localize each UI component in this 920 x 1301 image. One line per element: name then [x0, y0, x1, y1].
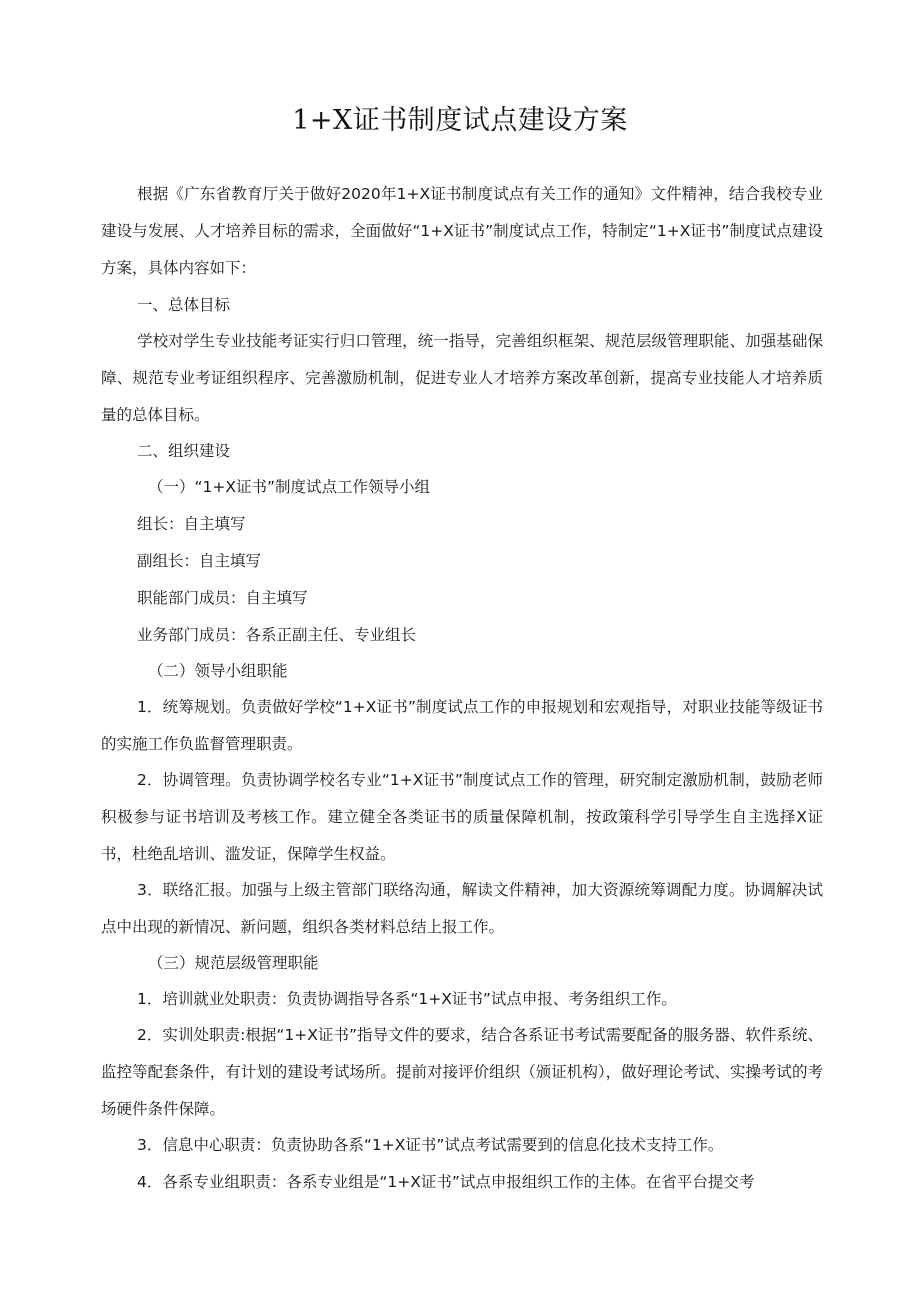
sub2-item: 3．联络汇报。加强与上级主管部门联络沟通，解读文件精神，加大资源统筹调配力度。协调解决试点中出现的新情况、新问题，组织各类材料总结上报工作。: [101, 881, 823, 936]
sub3-item: 2．实训处职责:根据“1+X证书”指导文件的要求，结合各系证书考试需要配备的服务器、软件系统、监控等配套条件，有计划的建设考试场所。提前对接评价组织（颁证机构），做好理论考试、实操考试的考场硬件条件保障。: [101, 1026, 823, 1118]
vice-leader-line: 副组长：自主填写: [137, 552, 262, 570]
sub3-item: 4．各系专业组职责：各系专业组是“1+X证书”试点申报组织工作的主体。在省平台提交考: [137, 1173, 755, 1191]
document-title: 1+X证书制度试点建设方案: [292, 105, 628, 136]
sub2-item: 1．统筹规划。负责做好学校“1+X证书”制度试点工作的申报规划和宏观指导，对职业技能等级证书的实施工作负监督管理职责。: [101, 698, 823, 753]
sub3-heading: （三）规范层级管理职能: [148, 954, 319, 972]
functional-members-line: 职能部门成员：自主填写: [137, 589, 308, 607]
sub3-item: 1．培训就业处职责：负责协调指导各系“1+X证书”试点申报、考务组织工作。: [137, 990, 677, 1008]
leader-line: 组长：自主填写: [137, 515, 246, 533]
section1-body: 学校对学生专业技能考证实行归口管理，统一指导，完善组织框架、规范层级管理职能、加强基础保障、规范专业考证组织程序、完善激励机制，促进专业人才培养方案改革创新，提高专业技能人才培养质量的总体目标。: [101, 332, 823, 424]
business-members-line: 业务部门成员：各系正副主任、专业组长: [137, 626, 417, 644]
section1-heading: 一、总体目标: [137, 296, 231, 314]
sub2-heading: （二）领导小组职能: [148, 662, 288, 680]
sub2-item: 2．协调管理。负责协调学校名专业“1+X证书”制度试点工作的管理，研究制定激励机制，鼓励老师积极参与证书培训及考核工作。建立健全各类证书的质量保障机制，按政策科学引导学生自主选择X证书，杜绝乱培训、滥发证，保障学生权益。: [101, 771, 823, 863]
sub3-item: 3．信息中心职责：负责协助各系“1+X证书”试点考试需要到的信息化技术支持工作。: [137, 1136, 724, 1154]
section2-heading: 二、组织建设: [137, 442, 231, 460]
intro-paragraph: 根据《广东省教育厅关于做好2020年1+X证书制度试点有关工作的通知》文件精神，结合我校专业建设与发展、人才培养目标的需求，全面做好“1+X证书”制度试点工作，特制定“1+X证书”制度试点建设方案，具体内容如下：: [101, 185, 823, 277]
sub1-heading: （一）“1+X证书”制度试点工作领导小组: [148, 478, 431, 496]
